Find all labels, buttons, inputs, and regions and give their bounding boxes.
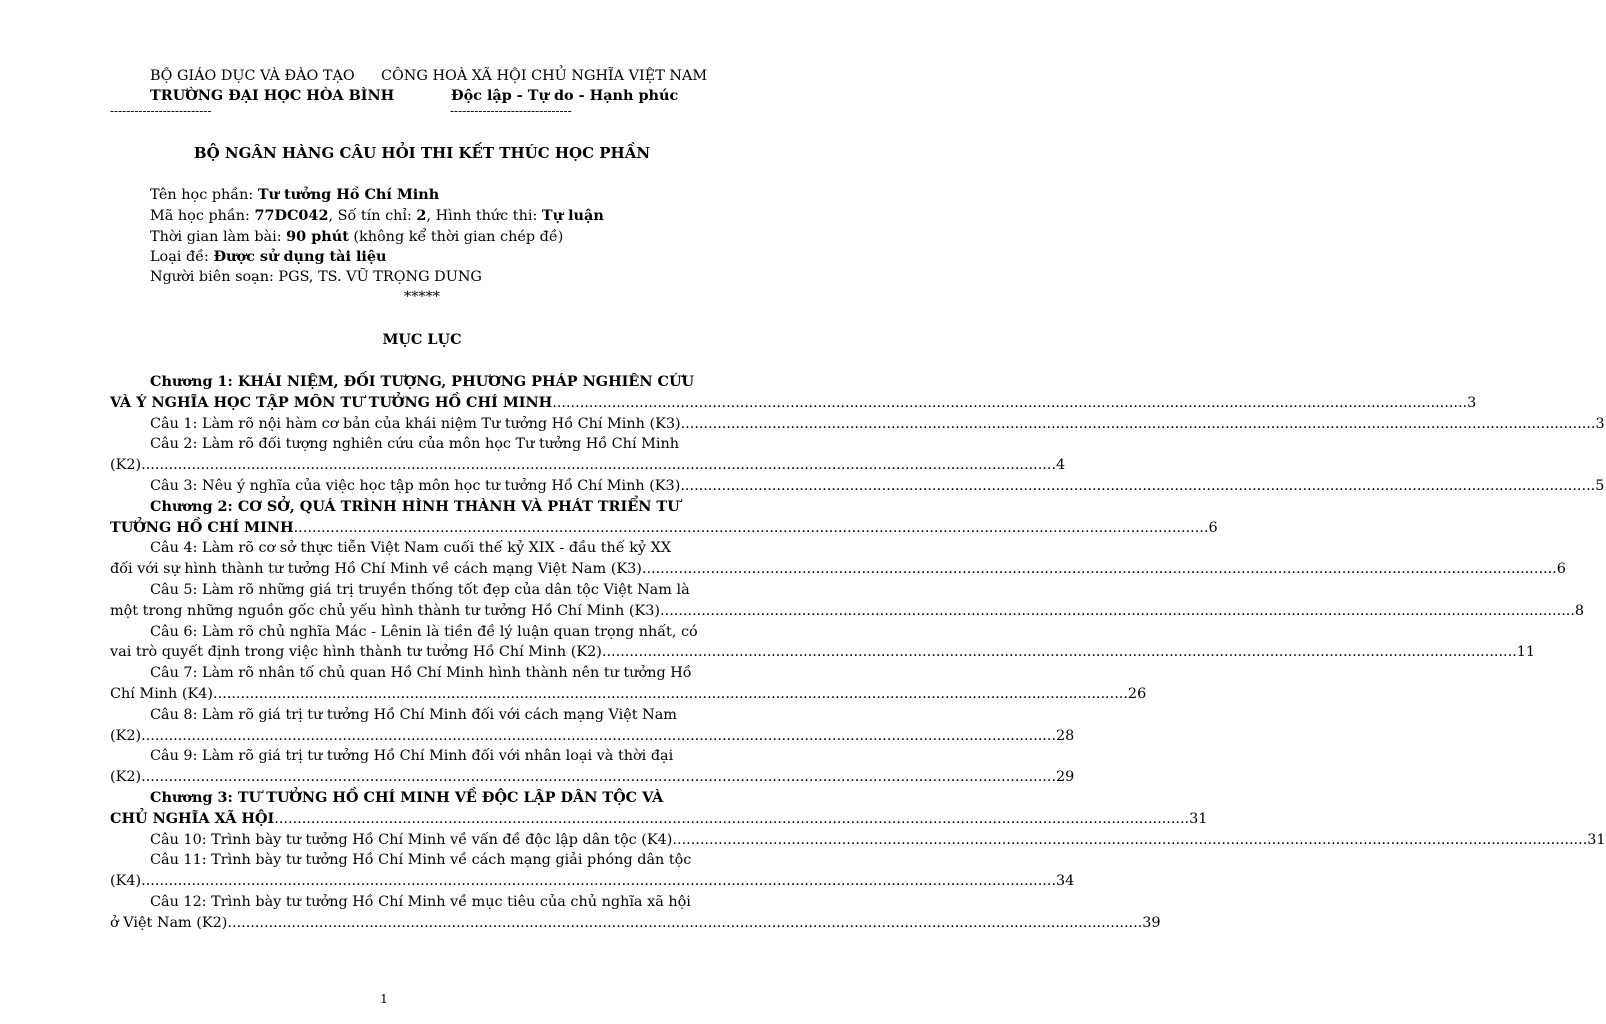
page-number: 1 [380, 992, 388, 1006]
time-label: Thời gian làm bài: [150, 229, 287, 245]
exam-form-label: , Hình thức thi: [426, 208, 542, 224]
author-value: PGS, TS. VŨ TRỌNG DUNG [278, 269, 482, 285]
toc-entry-line1: Chương 1: KHÁI NIỆM, ĐỐI TƯỢNG, PHƯƠNG PHÁP NGHIÊN CỨU [150, 373, 695, 390]
toc-page-number: 6 [1208, 519, 1218, 536]
toc-question-entry[interactable] [110, 850, 1075, 892]
toc-page-number: 5 [1595, 477, 1605, 494]
toc-question-entry[interactable] [110, 538, 1566, 580]
toc-entry-line2: Câu 10: Trình bày tư tưởng Hồ Chí Minh về vấn đề độc lập dân tộc (K4) [150, 831, 673, 848]
course-label: Tên học phần: [150, 187, 258, 203]
toc-page-number: 29 [1056, 769, 1075, 786]
toc-question-entry[interactable] [110, 434, 1066, 476]
type-value: Được sử dụng tài liệu [213, 248, 387, 265]
credits-value: 2 [416, 207, 427, 224]
toc-page-number: 31 [1189, 810, 1208, 827]
toc-entry-line2: một trong những nguồn gốc chủ yếu hình thành tư tưởng Hồ Chí Minh (K3) [110, 602, 661, 619]
toc-leader-dots [141, 726, 1056, 747]
toc-question-entry[interactable] [110, 663, 1147, 705]
toc-entry-line2: vai trò quyết định trong việc hình thành tư tưởng Hồ Chí Minh (K2) [110, 644, 602, 661]
toc-leader-dots [213, 684, 1128, 705]
left-rule: ------------------------- [110, 104, 212, 118]
toc-entry-line2: Câu 3: Nêu ý nghĩa của việc học tập môn học tư tưởng Hồ Chí Minh (K3) [150, 477, 681, 494]
toc-leader-dots [294, 518, 1209, 539]
toc-entry-line1: Câu 12: Trình bày tư tưởng Hồ Chí Minh về mục tiêu của chủ nghĩa xã hội [150, 893, 691, 910]
time-value: 90 phút [286, 228, 349, 245]
toc-leader-dots [141, 871, 1056, 892]
exam-type-line [150, 247, 387, 267]
toc-leader-dots [681, 414, 1596, 435]
table-of-contents [110, 372, 1606, 934]
toc-leader-dots [552, 393, 1467, 414]
toc-entry-line1: Câu 7: Làm rõ nhân tố chủ quan Hồ Chí Minh hình thành nên tư tưởng Hồ [150, 665, 692, 682]
toc-leader-dots [227, 913, 1142, 934]
toc-entry-line1: Câu 8: Làm rõ giá trị tư tưởng Hồ Chí Minh đối với cách mạng Việt Nam [150, 706, 677, 723]
toc-page-number: 3 [1467, 394, 1477, 411]
toc-entry-line1: Chương 3: TƯ TƯỞNG HỒ CHÍ MINH VỀ ĐỘC LẬP DÂN TỘC VÀ [150, 788, 664, 806]
toc-entry-line2: CHỦ NGHĨA XÃ HỘI [110, 809, 275, 827]
toc-page-number: 8 [1574, 602, 1585, 619]
toc-question-entry[interactable] [110, 580, 1585, 622]
toc-entry-line1: Câu 4: Làm rõ cơ sở thực tiễn Việt Nam cuối thế kỷ XIX - đầu thế kỷ XX [150, 540, 672, 557]
toc-entry-line2: Câu 1: Làm rõ nội hàm cơ bản của khái niệm Tư tưởng Hồ Chí Minh (K3) [150, 415, 681, 432]
toc-leader-dots [602, 642, 1517, 663]
toc-entry-line1: Câu 5: Làm rõ những giá trị truyền thống tốt đẹp của dân tộc Việt Nam là [150, 581, 690, 598]
toc-page-number: 31 [1587, 831, 1606, 848]
toc-question-entry[interactable] [110, 830, 1606, 851]
toc-entry-line2: (K2) [110, 727, 142, 744]
toc-entry-line2: VÀ Ý NGHĨA HỌC TẬP MÔN TƯ TƯỞNG HỒ CHÍ MINH [110, 393, 553, 411]
toc-leader-dots [141, 455, 1056, 476]
type-label: Loại đề: [150, 249, 214, 265]
national-motto: Độc lập - Tự do - Hạnh phúc [451, 87, 679, 104]
toc-entry-line2: Chí Minh (K4) [110, 685, 214, 702]
toc-entry-line1: Câu 6: Làm rõ chủ nghĩa Mác - Lênin là tiền đề lý luận quan trọng nhất, có [150, 623, 698, 640]
author-label: Người biên soạn: [150, 269, 279, 285]
toc-entry-line2: ở Việt Nam (K2) [110, 914, 228, 931]
toc-leader-dots [642, 559, 1557, 580]
toc-page-number: 4 [1056, 457, 1066, 474]
ministry-name: BỘ GIÁO DỤC VÀ ĐÀO TẠO [150, 68, 355, 84]
toc-page-number: 3 [1595, 415, 1605, 432]
right-rule: ------------------------------ [450, 104, 572, 118]
toc-question-entry[interactable] [110, 892, 1161, 934]
toc-entry-line1: Chương 2: CƠ SỞ, QUÁ TRÌNH HÌNH THÀNH VÀ PHÁT TRIỂN TƯ [150, 497, 680, 515]
toc-entry-line2: (K2) [110, 769, 142, 786]
toc-title: MỤC LỤC [382, 331, 462, 348]
course-code-line [150, 206, 604, 226]
toc-page-number: 39 [1142, 914, 1161, 931]
exam-time-line [150, 227, 563, 247]
toc-entry-line1: Câu 2: Làm rõ đối tượng nghiên cứu của môn học Tư tưởng Hồ Chí Minh [150, 436, 679, 453]
course-value: Tư tưởng Hồ Chí Minh [257, 186, 440, 203]
code-value: 77DC042 [254, 207, 329, 224]
toc-question-entry[interactable] [110, 622, 1536, 664]
toc-leader-dots [672, 830, 1587, 851]
toc-page-number: 6 [1556, 561, 1566, 578]
separator-stars: ***** [404, 289, 440, 305]
toc-question-entry[interactable] [110, 414, 1605, 435]
toc-entry-line1: Câu 9: Làm rõ giá trị tư tưởng Hồ Chí Minh đối với nhân loại và thời đại [150, 748, 674, 765]
toc-question-entry[interactable] [110, 476, 1605, 497]
toc-entry-line1: Câu 11: Trình bày tư tưởng Hồ Chí Minh về cách mạng giải phóng dân tộc [150, 852, 692, 869]
toc-page-number: 26 [1127, 685, 1147, 702]
toc-leader-dots [660, 601, 1575, 622]
toc-question-entry[interactable] [110, 746, 1075, 788]
school-name: TRƯỜNG ĐẠI HỌC HÒA BÌNH [150, 87, 395, 104]
toc-entry-line2: đối với sự hình thành tư tưởng Hồ Chí Minh về cách mạng Việt Nam (K3) [110, 561, 642, 578]
toc-question-entry[interactable] [110, 705, 1075, 747]
toc-leader-dots [141, 767, 1056, 788]
code-label: Mã học phần: [150, 208, 255, 224]
author-line [150, 267, 482, 287]
toc-leader-dots [680, 476, 1595, 497]
toc-page-number: 28 [1056, 727, 1075, 744]
toc-entry-line2: (K4) [110, 873, 142, 890]
credits-label: , Số tín chỉ: [328, 208, 417, 224]
toc-page-number: 11 [1516, 644, 1536, 661]
toc-entry-line2: TƯỞNG HỒ CHÍ MINH [110, 518, 294, 536]
toc-chapter-entry[interactable] [110, 497, 1218, 539]
toc-page-number: 34 [1056, 873, 1075, 890]
republic-name: CÔNG HOÀ XÃ HỘI CHỦ NGHĨA VIỆT NAM [381, 68, 708, 84]
toc-leader-dots [274, 809, 1189, 830]
course-name-line [150, 185, 439, 205]
toc-chapter-entry[interactable] [110, 788, 1208, 830]
toc-chapter-entry[interactable] [110, 372, 1477, 414]
exam-form-value: Tự luận [541, 207, 604, 224]
document-title: BỘ NGÂN HÀNG CÂU HỎI THI KẾT THÚC HỌC PHẦN [193, 144, 651, 162]
toc-entry-line2: (K2) [110, 457, 142, 474]
time-note: (không kể thời gian chép đề) [348, 229, 564, 245]
